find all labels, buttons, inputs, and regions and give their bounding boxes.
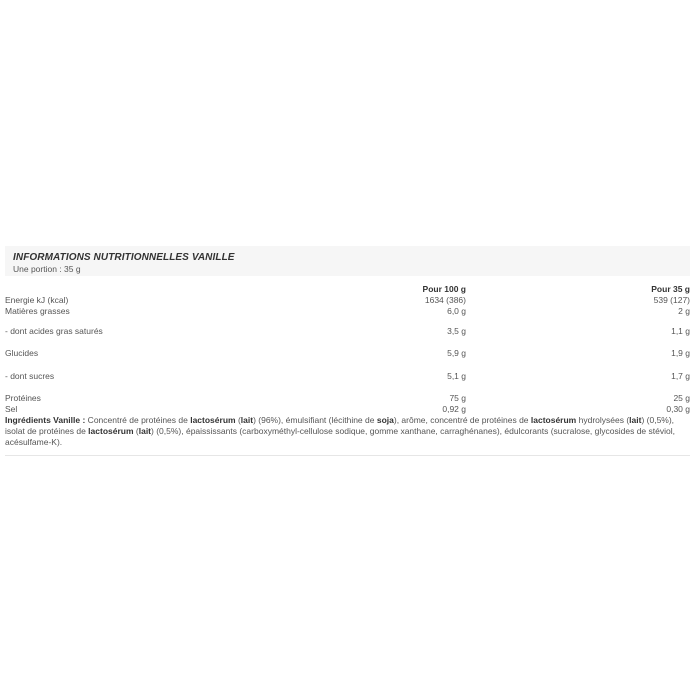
allergen-text: lactosérum — [88, 426, 134, 436]
allergen-text: lactosérum — [530, 415, 577, 425]
nutrition-panel — [5, 246, 690, 456]
row-value-per100: 5,9 g — [447, 348, 466, 358]
allergen-text: lait — [240, 415, 254, 425]
row-value-per35: 1,9 g — [671, 348, 690, 358]
column-header-per100: Pour 100 g — [422, 284, 466, 294]
row-value-per100: 75 g — [449, 393, 466, 403]
table-row — [5, 326, 690, 348]
row-value-per100: 0,92 g — [442, 404, 466, 414]
nutrition-table — [5, 284, 690, 415]
row-value-per100: 1634 (386) — [424, 295, 466, 305]
row-value-per35: 2 g — [678, 306, 690, 316]
ingredient-text: Concentré de protéines de — [85, 415, 191, 425]
ingredients-label: Ingrédients Vanille : — [5, 415, 86, 425]
table-row — [5, 404, 690, 415]
column-headers — [5, 284, 690, 295]
row-value-per35: 539 (127) — [653, 295, 690, 305]
row-value-per35: 1,1 g — [671, 326, 690, 336]
allergen-text: lactosérum — [190, 415, 236, 425]
table-row — [5, 306, 690, 326]
allergen-text: soja — [376, 415, 394, 425]
nutrition-title: INFORMATIONS NUTRITIONNELLES VANILLE — [13, 252, 235, 263]
serving-size: Une portion : 35 g — [13, 264, 81, 274]
column-header-per35: Pour 35 g — [651, 284, 690, 294]
row-label: Energie kJ (kcal) — [5, 295, 69, 305]
ingredients-list — [5, 415, 675, 447]
allergen-text: lait — [138, 426, 152, 436]
ingredient-text: ) (0,5%), isolat de protéines de — [5, 415, 675, 436]
row-value-per100: 5,1 g — [447, 371, 466, 381]
ingredient-text: ( — [235, 415, 241, 425]
row-label: Sel — [5, 404, 18, 414]
row-value-per35: 25 g — [673, 393, 690, 403]
ingredient-text: hydrolysées ( — [576, 415, 630, 425]
nutrition-header — [5, 246, 690, 276]
row-label: Glucides — [5, 348, 39, 358]
row-label: Matières grasses — [5, 306, 70, 316]
row-label: - dont acides gras saturés — [5, 326, 103, 336]
table-row — [5, 295, 690, 306]
allergen-text: lait — [629, 415, 642, 425]
row-value-per100: 3,5 g — [447, 326, 466, 336]
row-value-per100: 6,0 g — [447, 306, 466, 316]
row-label: Protéines — [5, 393, 41, 403]
table-row — [5, 348, 690, 371]
table-row — [5, 371, 690, 393]
ingredients-text — [5, 415, 690, 456]
row-value-per35: 1,7 g — [671, 371, 690, 381]
ingredient-text: ), arôme, concentré de protéines de — [393, 415, 531, 425]
row-value-per35: 0,30 g — [666, 404, 690, 414]
ingredient-text: ) (0,5%), épaississants (carboxyméthyl-cellulose sodique, gomme xanthane, carraghénanes), édulcorants (sucralose, glycosides de stéviol, acésulfame-K). — [5, 426, 675, 447]
ingredient-text: ( — [133, 426, 139, 436]
table-row — [5, 393, 690, 404]
ingredient-text: ) (96%), émulsifiant (lécithine de — [253, 415, 377, 425]
row-label: - dont sucres — [5, 371, 55, 381]
